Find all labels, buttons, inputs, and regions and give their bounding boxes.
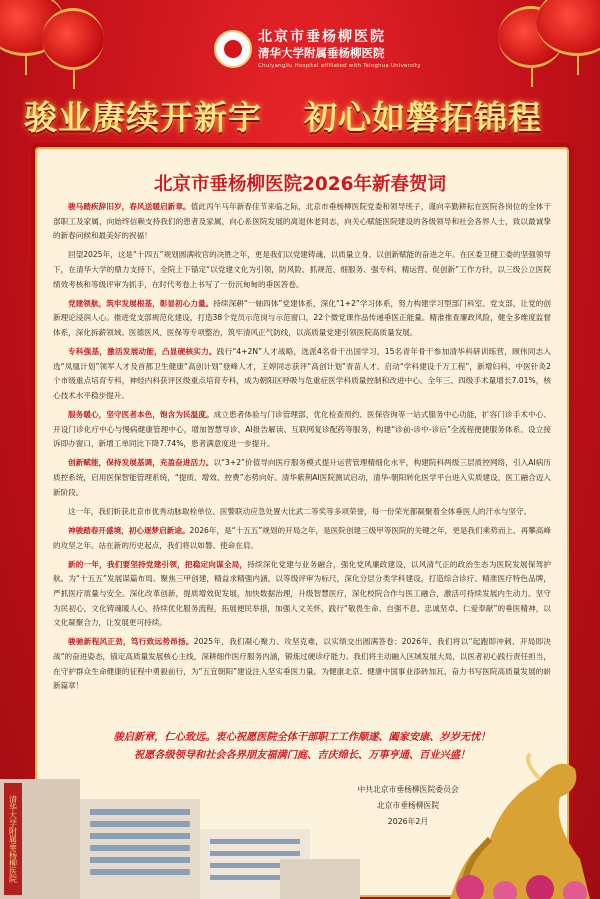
paragraph-text: 以“3+2”价值导向医疗服务模式提升运营管理精细化水平，构建院科两级三层质控网络，引入AI病历质控系统，启用医保智能管理系统，“提质、增效、控费”态势向好。清华紫荆AI医院测试启动，清华-朝阳转化医学平台进入实质建设，医工融合迈入新阶段。 bbox=[53, 458, 551, 497]
paragraph-lead: 神骏踏春开盛境，初心逐梦启新途。 bbox=[68, 526, 190, 536]
paragraph bbox=[53, 248, 551, 292]
hospital-name-en: Chuiyangliu Hospital affiliated with Tsinghua University bbox=[258, 63, 421, 69]
paragraph-lead: 骏驰新程风正劲，笃行致远势昂扬。 bbox=[68, 637, 194, 647]
document-title: 北京市垂杨柳医院2026年新春贺词 bbox=[154, 174, 446, 195]
paragraph-lead: 服务暖心，坚守医者本色，饱含为民温度。 bbox=[68, 410, 214, 420]
paragraph-lead: 新的一年，我们要坚持党建引领，把稳定向谋全局， bbox=[68, 559, 248, 569]
paragraph-lead: 专科强基，激活发展动能，凸显硬核实力。 bbox=[68, 347, 217, 357]
paragraph-lead: 创新赋能，保持发展基调，充盈奋进活力。 bbox=[68, 458, 214, 468]
slogan-right: 初心如磐拓锦程 bbox=[304, 98, 542, 137]
paragraph-text: 成立患者体验与门诊管理部，优化检查预约、医保咨询等一站式服务中心功能，扩容门诊手术中心、开设门诊化疗中心与慢病健康管理中心，增加智慧导诊、AI报告解读、互联网复诊配药等服务，构建“诊前-诊中-诊后”全流程便捷服务体系。设立接诉即办窗口，新增工单同比下降7.74%，患者满意度进一步提升。 bbox=[53, 410, 551, 449]
closing-line-1: 骏启新章，仁心致远。衷心祝愿医院全体干部职工工作顺遂、阖家安康、岁岁无忧！ bbox=[113, 731, 491, 743]
hospital-logo-icon bbox=[214, 30, 252, 68]
paragraph bbox=[53, 505, 551, 520]
paragraph-text: 践行“4+2N”人才战略，选派4名骨干出国学习，15名青年骨干参加清华科研训练营，顾伟同志入选“凤凰计划”领军人才及首都卫生健康“高创计划”登峰人才，王婷同志获评“高创计划”青苗人才。启动“学科建设千万工程”，新增妇科、中医针灸2个市级重点培育专科，神经内科获评区级重点培育专科，成为朝阳区呼吸与危重症医学科质量控制和改进中心。全年三、四级手术量增长7.01%，核心技术水平稳步提升。 bbox=[53, 347, 551, 400]
paragraph-lead: 党建领航，筑牢发展根基，彰显初心力量。 bbox=[68, 298, 214, 308]
lantern-icon bbox=[42, 8, 104, 70]
hospital-affiliation: 清华大学附属垂杨柳医院 bbox=[258, 46, 385, 60]
paragraph-text: 回望2025年，这是“十四五”规划圆满收官的决胜之年，更是我们以党建铸魂、以质量立身、以创新赋能的奋进之年。在区委卫健工委的坚强领导下，在清华大学的鼎力支持下，全院上下锚定“以党建文化为引领，防风险、抓规范、细服务、强专科、精运营、促创新”工作方针，以三级公立医院绩效考核和等级评审为抓手，在时代考卷上书写了一份沉甸甸的垂医答卷。 bbox=[53, 250, 551, 289]
signature-date: 2026年2月 bbox=[387, 817, 429, 826]
hospital-name-cn: 北京市垂杨柳医院 bbox=[258, 29, 386, 45]
paragraph-text: 2025年，我们凝心聚力、攻坚克难，以实绩交出圆满答卷；2026年，我们将以“起跑即冲刺、开局即决战”的奋进姿态，锚定高质量发展核心主线，深耕细作医疗服务内涵，锻炼过硬诊疗能力。我们将主动融入区域发展大局，以医者初心践行责任担当，在守护群众生命健康的征程中勇毅前行，为“五宜朝阳”建设注入坚实垂医力量，为健康北京、健康中国事业添砖加瓦，奋力书写医院高质量发展的崭新篇章！ bbox=[53, 637, 551, 691]
paragraph bbox=[53, 635, 551, 693]
paragraph-text: 这一年，我们斩获北京市优秀动脉取栓单位、医警联动应急处置大比武二等奖等多项荣誉，每一份荣光都凝聚着全体垂医人的汗水与坚守。 bbox=[68, 506, 532, 516]
paragraph-text: 持续深耕“一轴四体”党建体系，深化“1+2”学习体系，努力构建学习型部门科室、党支部，让党的创新理论浸润人心。推进党支部规范化建设，打造38个党员示范岗与示范窗口，22个微党课作品传递垂医正能量。精准推查廉政风险，健全多维度监督体系，深化拆薪领域、医德医风、医保等专项整治，筑牢清风正气防线，以高质量党建引领医院高质量发展。 bbox=[53, 298, 551, 337]
building-sign: 清华大学附属垂杨柳医院 bbox=[8, 795, 18, 883]
paragraph bbox=[53, 524, 551, 553]
signature-org: 中共北京市垂杨柳医院委员会 bbox=[357, 785, 459, 794]
document-body bbox=[53, 200, 551, 698]
paragraph bbox=[53, 558, 551, 631]
paragraph bbox=[53, 345, 551, 403]
hospital-building-illustration bbox=[0, 759, 360, 899]
closing-line-2: 祝愿各级领导和社会各界朋友福满门庭、吉庆绵长、万事亨通、百业兴盛！ bbox=[133, 749, 471, 761]
paragraph-text: 持续深化党建与业务融合，强化党风廉政建设，以风清气正的政治生态为医院发展保驾护航。为“十五五”发展谋篇布局。聚焦三甲创建，精益求精强内涵，以等级评审为标尺，深化分层分类学科建设，打造综合诊疗、精准医疗特色品牌，严抓医疗质量与安全。深化改革创新，提质增效促发展，加快数据治理，升级智慧医疗，深化校院合作与医工融合，激活可持续发展内生动力。坚守为民初心，文化铸魂暖人心，持续优化服务流程，拓展便民举措，加强人文关怀，践行“敬畏生命、自强不息、忠诚坚卓、仁爱奉献”的垂医精神，以文化凝聚合力，让发展更可持续。 bbox=[53, 559, 551, 628]
paragraph-text: 2026年，是“十五五”规划的开局之年，是医院创建三级甲等医院的关键之年，更是我们乘势而上、再攀高峰的攻坚之年。站在新的历史起点，我们将以如磐、使命在肩。 bbox=[53, 526, 551, 550]
paragraph-text: 值此丙午马年新春佳节来临之际，北京市垂杨柳医院党委和领导班子，谨向辛勤耕耘在医院各岗位的全体干部职工及家属，向始终信赖支持我们的患者及家属，向心系医院发展的离退休老同志，向关心赋能医院建设的各级领导和社会各界人士，致以最诚挚的新春问候和最美好的祝福！ bbox=[53, 202, 551, 241]
signature-hospital: 北京市垂杨柳医院 bbox=[376, 801, 440, 810]
paragraph bbox=[53, 408, 551, 452]
paragraph-lead: 骏马踏疾辞旧岁，春风送暖启新章。 bbox=[68, 202, 191, 211]
paragraph bbox=[53, 200, 551, 244]
slogan-left: 骏业赓续开新宇 bbox=[24, 98, 262, 137]
paragraph bbox=[53, 456, 551, 500]
paragraph bbox=[53, 297, 551, 341]
peony-flowers-icon bbox=[430, 859, 600, 899]
